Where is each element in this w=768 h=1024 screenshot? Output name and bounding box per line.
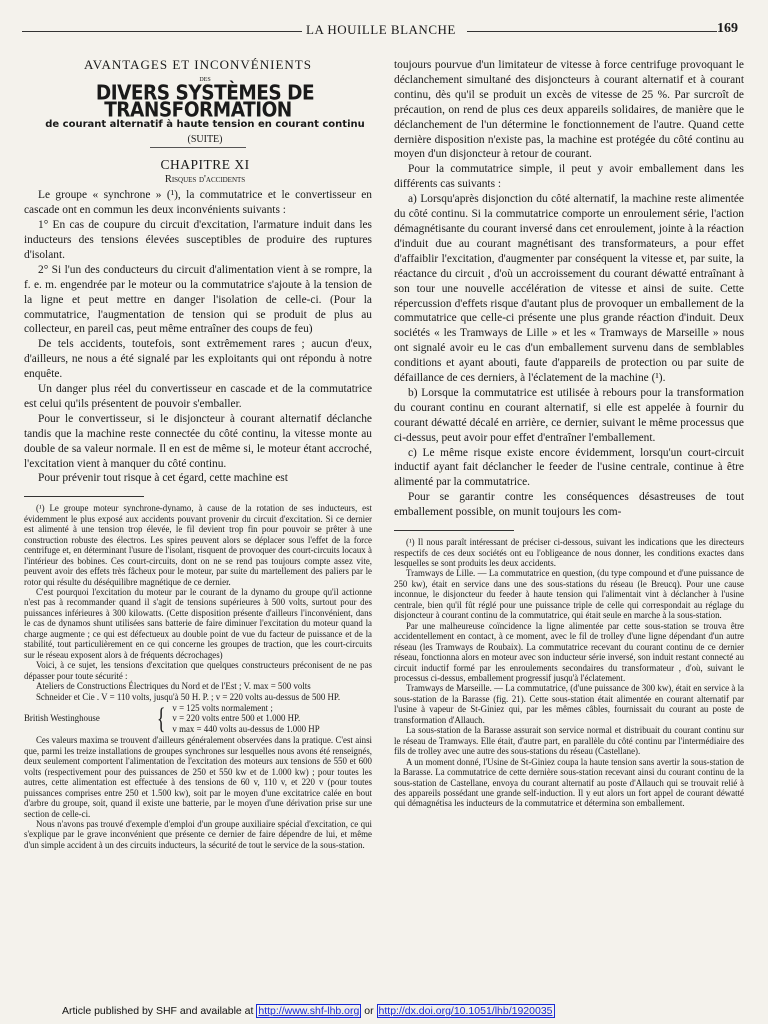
shf-link[interactable]: http://www.shf-lhb.org <box>258 1005 360 1017</box>
footnote-paragraph: A un moment donné, l'Usine de St-Giniez coupa la haute tension sans avertir la sous-station de la Barasse. La commutatrice de cette dernière sous-station recevant ainsi du courant continu de la sous-station de Castellane, envoya du courant alternatif au poste d'Allauch qui se trouvait relié à des appareils possédant une grande self-induction. Il y eut alors un fort appel de courant déwatté qui démagnétisa les inducteurs de la commutatrice et détermina son emballement. <box>394 756 744 809</box>
body-paragraph: Pour se garantir contre les conséquences désastreuses de tout emballement possible, on munit toujours les com- <box>394 491 744 519</box>
section-heading: Risques d'accidents <box>164 174 246 186</box>
body-paragraph: De tels accidents, toutefois, sont extrêmement rares ; aucun d'eux, d'ailleurs, ne nous a été signalé par les exploitants qui ont répondu à notre enquête. <box>24 338 372 381</box>
body-paragraph: toujours pourvue d'un limitateur de vitesse à force centrifuge provoquant le déclanchement simultané des disjoncteurs à courant alternatif et à courant continu, dès qu'il se produit un excès de vitesse de 25 %. Par surcroît de précaution, on rend de plus ces deux appareils solidaires, de manière que le déclanchement de l'un détermine le fonctionnement de l'autre. Quand cette dernière disposition n'existe pas, la machine est protégée du côté continu au moyen d'un disjoncteur à retour de courant. <box>394 59 744 161</box>
publication-footer <box>62 1005 555 1017</box>
body-paragraph: a) Lorsqu'après disjonction du côté alternatif, la machine reste alimentée du côté continu. Si la commutatrice comporte un enroulement série, l'action démagnétisante du courant inversé dans cet enroulement, jointe à la réaction d'induit due au courant magnétisant des transformateurs, a pour effet d'affaiblir l'excitation, d'augmenter par conséquent la vitesse et, par suite, la réactance du circuit , d'où un accroissement du courant déwatté entraînant à son tour une nouvelle accélération de vitesse et ainsi de suite. Cette répercussion d'effets risque d'autant plus de provoquer un emballement de la commutatrice que celle-ci présente une plus grande réaction d'induit. Deux sociétés « les Tramways de Lille » et les « Tramways de Marseille » nous ont signalé avoir eu le cas d'un emballement survenu dans de semblables conditions et ayant abouti, faute d'appareils de protection ou par suite de défaillance de ces derniers, à l'éclatement de la machine (¹). <box>394 193 744 385</box>
footnote-rule <box>24 496 144 497</box>
running-header <box>22 22 746 40</box>
right-column <box>394 58 744 809</box>
footnote-paragraph: Tramways de Marseille. — La commutatrice, (d'une puissance de 300 kw), était en service à la sous-station de la Barasse (fig. 21). Cette sous-station était alimentée en courant alternatif par l'usine à vapeur de St-Giniez qui, par les mêmes câbles, fournissait du courant au poste de transformation d'Allauch. <box>394 683 744 725</box>
body-paragraph: 1° En cas de coupure du circuit d'excitation, l'armature induit dans les inducteurs des tensions élevées susceptibles de produire des ruptures d'isolant. <box>24 219 372 261</box>
footer-prefix: Article published by SHF and available at <box>62 1005 254 1017</box>
journal-title: LA HOUILLE BLANCHE <box>306 22 456 37</box>
header-rule-left <box>22 31 302 32</box>
westinghouse-line: v max = 440 volts au-dessus de 1.000 HP <box>172 723 320 734</box>
brace-glyph: { <box>156 701 166 735</box>
footnote-paragraph: Voici, à ce sujet, les tensions d'excitation que quelques constructeurs préconisent de ne pas dépasser pour toute sécurité : <box>24 660 372 681</box>
footnote-rule <box>394 530 514 531</box>
footnote-paragraph: La sous-station de la Barasse assurait son service normal et distribuait du courant continu sur le réseau de Tramways. Elle était, d'autre part, en parallèle du côté continu par l'intermédiaire des fils de trolley avec une autre des sous-stations du réseau (Castellane). <box>394 725 744 757</box>
article-suite: (SUITE) <box>187 133 223 145</box>
westinghouse-line: v = 125 volts normalement ; <box>172 702 273 713</box>
body-paragraph: Pour la commutatrice simple, il peut y avoir emballement dans les différents cas suivants : <box>394 163 744 191</box>
body-paragraph: Pour prévenir tout risque à cet égard, cette machine est <box>38 472 288 485</box>
footnote-paragraph: Ces valeurs maxima se trouvent d'ailleurs généralement observées dans la pratique. C'est ainsi que, parmi les treize installations de groupes synchrones sur lesquelles nous avons été renseignés, deux seulement comportent l'alimentation de l'excitation des moteurs aux tensions de 550 et 600 volts (respectivement pour des puissances de 250 et 550 kw et de 1.000 kw) ; pour toutes les autres, cette alimentation est effectuée à des tensions de 60 v, 110 v, et 220 v (pour toutes puissances comprises entre 250 et 1.500 kw), soit par le moyen d'une excitatrice calée en bout d'arbre du groupe, soit, quand il existe une batterie, par le moyen d'une dérivation prise sur une section de celle-ci. <box>24 735 372 819</box>
westinghouse-label: British Westinghouse <box>24 713 100 724</box>
chapter-heading: CHAPITRE XI <box>160 157 250 173</box>
body-paragraph: 2° Si l'un des conducteurs du circuit d'alimentation vient à se rompre, la f. e. m. engendrée par le moteur ou la commutatrice s'ajoute à la tension de la ligne et peut mettre en danger l'isolation de celle-ci. (Pour la commutatrice, l'augmentation de tension qui se produit de plus au collecteur, en pareil cas, peut même entraîner des coups de feu) <box>24 263 372 336</box>
body-paragraph: Pour le convertisseur, si le disjoncteur à courant alternatif déclanche tandis que la machine reste connectée du côté continu, la vitesse monte au double de sa valeur normale. Il en est de même si, le moteur étant accroché, l'excitation vient à manquer du côté continu. <box>24 412 372 470</box>
left-column <box>24 58 372 850</box>
body-paragraph: b) Lorsque la commutatrice est utilisée à rebours pour la transformation du courant continu en courant alternatif, si elle est appelée à fournir du courant déwatté décalé en arrière, ce dernier, suivant le même processus que ci-dessus, peut avoir pour effet d'entraîner l'emballement. <box>394 386 744 444</box>
footnote-paragraph: Nous n'avons pas trouvé d'exemple d'emploi d'un groupe auxiliaire spécial d'excitation, ce qui s'explique par le grave inconvénient que présente ce dernier de faire dépendre de lui, et même d'un simple accident à un des circuits inducteurs, la sécurité de tout le service de la sous-station. <box>24 818 372 850</box>
westinghouse-line: v = 220 volts entre 500 et 1.000 HP. <box>172 713 301 724</box>
footnote-paragraph: (¹) Le groupe moteur synchrone-dynamo, à cause de la rotation de ses inducteurs, est évidemment le plus exposé aux accidents pouvant provenir du circuit d'excitation. Si ce dernier est alimenté à une tension trop élevée, le fil devient trop fin pour pouvoir se prêter à une construction robuste des électros. Les spires peuvent alors se déplacer sous l'effet de la force centrifuge et, en déterminant l'usure de l'isolant, risquent de provoquer des court-circuits locaux à l'intérieur des bobines. Ces court-circuits, dont on ne se rend pas toujours compte assez vite, peuvent avoir des effets très fâcheux pour le moteur, par suite du martellement des paliers par le rotor qui résulte du déséquilibre magnétique de ce dernier. <box>24 503 372 587</box>
footnote-right <box>394 537 744 809</box>
footnote-paragraph: Tramways de Lille. — La commutatrice en question, (du type compound et d'une puissance de 250 kw), était en service dans une des sous-stations du réseau (le Breucq). Pour une cause inconnue, le disjoncteur du feeder à haute tension qui l'alimentait vint à déclancher à l'usine centrale, bien qu'il fût réglé pour une puissance triple de celle qui correspondait au réglage du disjoncteur à courant continu de la commutatrice, qui était seule en marche à la sous-station. <box>394 568 744 621</box>
doi-link[interactable]: http://dx.doi.org/10.1051/lhb/1920035 <box>378 1005 553 1017</box>
article-des: DES <box>199 76 211 83</box>
article-subtitle: de courant alternatif à haute tension en courant continu <box>45 118 365 130</box>
footnote-paragraph: C'est pourquoi l'excitation du moteur par le courant de la dynamo du groupe qu'il actionne n'est pas à recommander quand il s'agit de tensions supérieures à 500 volts, surtout pour des puissances inférieures à 300 kilowatts. (Cette disposition présente d'ailleurs l'inconvénient, dans le cas de dynamos shunt utilisées sans batterie de faire diminuer l'excitation du moteur quand la charge augmente ; ce qui est défectueux au double point de vue du facteur de puissance et de la stabilité, tout particulièrement en ce qui concerne les groupes de traction, que les court-circuits sur le réseau exposent alors à de fréquents décrochages) <box>24 587 372 660</box>
footnote-paragraph: Par une malheureuse coïncidence la ligne alimentée par cette sous-station se trouva être accidentellement en contact, à ce moment, avec le fil de trolley d'une ligne dépendant d'un autre réseau (les Tramways de Roubaix). La commutatrice recevant du courant continu de ce dernier réseau, fonctionna alors en moteur avec son inducteur série inversé, son induit restant connecté au circuit inductif formé par les enroulements secondaires du transformateur , d'où, suivant le processus ci-dessus, emballement progressif jusqu'à l'éclatement. <box>394 620 744 683</box>
footer-or: or <box>364 1005 374 1017</box>
page-number: 169 <box>717 21 738 36</box>
body-paragraph: Un danger plus réel du convertisseur en cascade et de la commutatrice est celui qu'ils présentent de pouvoir s'emballer. <box>24 383 372 410</box>
footnote-left <box>24 503 372 850</box>
body-paragraph: Le groupe « synchrone » (¹), la commutatrice et le convertisseur en cascade ont en commun les deux inconvénients suivants : <box>24 189 372 217</box>
article-kicker: AVANTAGES ET INCONVÉNIENTS <box>84 57 312 72</box>
body-paragraph: c) Le même risque existe encore évidemment, lorsqu'un court-circuit inductif ayant fait déclancher le feeder de l'usine centrale, continue à être alimenté par la commutatrice. <box>394 446 744 489</box>
article-title: DIVERS SYSTÈMES DE TRANSFORMATION <box>95 81 315 122</box>
westinghouse-block <box>24 703 372 734</box>
footnote-paragraph: Ateliers de Constructions Électriques du Nord et de l'Est ; V. max = 500 volts <box>36 681 311 692</box>
header-rule-right <box>467 31 717 32</box>
footnote-paragraph: (¹) Il nous paraît intéressant de préciser ci-dessous, suivant les indications que les directeurs respectifs de ces deux sociétés ont eu l'obligeance de nous donner, les conditions exactes dans lesquelles se sont produits les deux accidents. <box>394 537 744 568</box>
footnote-paragraph: Schneider et Cie . V = 110 volts, jusqu'à 50 H. P. ; v = 220 volts au-dessus de 500 HP. <box>36 691 341 702</box>
title-divider <box>150 147 246 148</box>
